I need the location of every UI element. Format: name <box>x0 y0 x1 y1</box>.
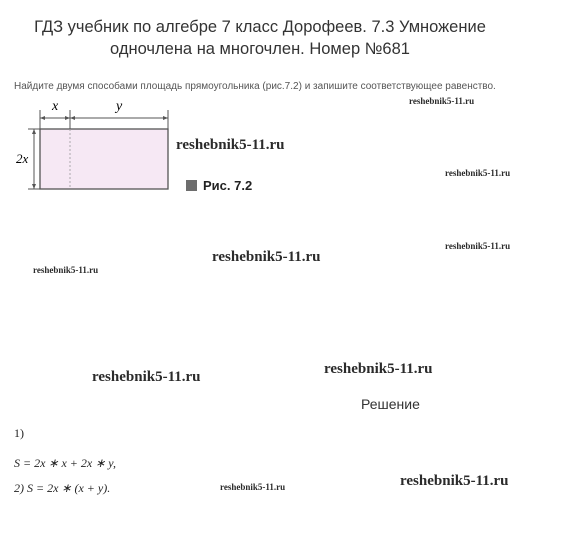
watermark: reshebnik5-11.ru <box>409 96 475 106</box>
watermark: reshebnik5-11.ru <box>212 249 321 265</box>
solution-step-1-formula: S = 2x ∗ x + 2x ∗ y, <box>14 456 116 470</box>
watermark: reshebnik5-11.ru <box>400 473 509 489</box>
solution-step-1-number: 1) <box>14 426 24 440</box>
watermark: reshebnik5-11.ru <box>445 168 511 178</box>
page-title <box>0 16 520 60</box>
watermark: reshebnik5-11.ru <box>176 137 285 153</box>
rectangle-area <box>40 129 168 189</box>
label-height: 2x <box>16 151 29 166</box>
figure-caption: Рис. 7.2 <box>186 178 252 193</box>
watermark: reshebnik5-11.ru <box>33 265 99 275</box>
caption-square-icon <box>186 180 197 191</box>
task-text: Найдите двумя способами площадь прямоугольника (рис.7.2) и запишите соответствующее равенство. <box>14 81 496 92</box>
figure-rectangle <box>16 96 176 196</box>
watermark: reshebnik5-11.ru <box>92 369 201 385</box>
watermark: reshebnik5-11.ru <box>445 241 511 251</box>
label-x: x <box>52 99 59 114</box>
title-line-1: ГДЗ учебник по алгебре 7 класс Дорофеев. 7.3 Умножение <box>34 18 486 36</box>
solution-heading: Решение <box>361 396 420 412</box>
watermark: reshebnik5-11.ru <box>324 361 433 377</box>
solution-step-2-formula: 2) S = 2x ∗ (x + y). <box>14 481 111 495</box>
label-y: y <box>116 99 123 114</box>
watermark: reshebnik5-11.ru <box>220 482 286 492</box>
title-line-2: одночлена на многочлен. Номер №681 <box>110 40 410 58</box>
